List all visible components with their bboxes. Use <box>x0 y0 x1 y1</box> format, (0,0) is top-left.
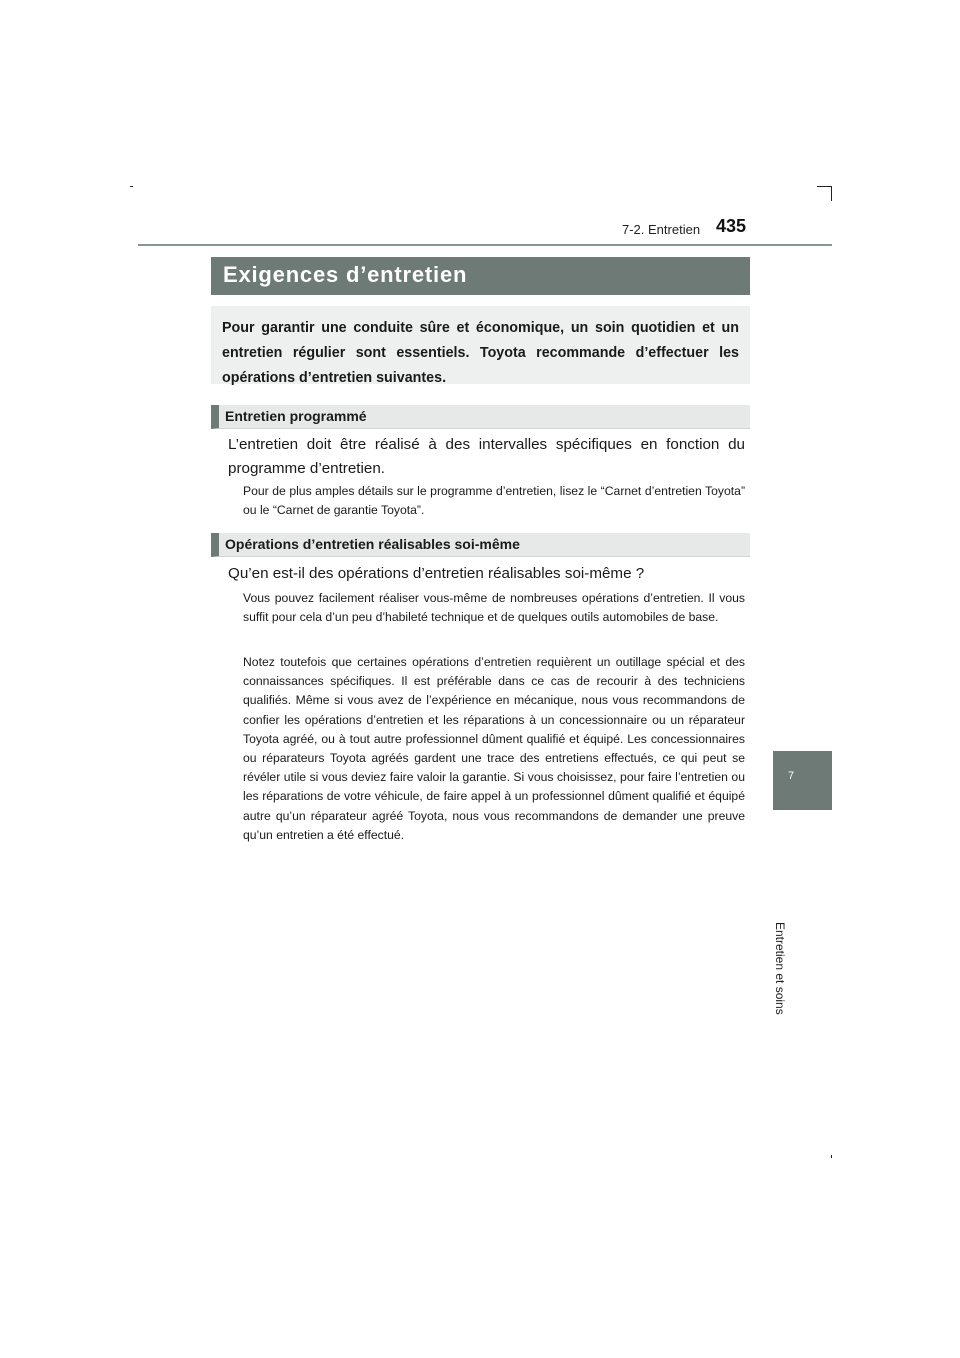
section-paragraph: Vous pouvez facilement réaliser vous-même de nombreuses opérations d’entretien. Il vous suffit pour cela d’un peu d’habileté technique et de quelques outils automobiles de base. <box>243 591 745 625</box>
chapter-tab <box>773 751 832 810</box>
crop-mark-top-right-v <box>831 186 832 201</box>
section-paragraph: Notez toutefois que certaines opérations d’entretien requièrent un outillage spécial et des connaissances spécifiques. Il est préférable dans ce cas de recourir à des techniciens qualifiés. Même si vous avez de l’expérience en mécanique, nous vous recommandons de confier les opérations d’entretien et les réparations à un concessionnaire ou un réparateur Toyota agréé, ou à tout autre professionnel dûment qualifié et équipé. Les concessionnaires ou réparateurs Toyota agréés gardent une trace des entretiens effectués, ce qui peut se révéler utile si vous deviez faire valoir la garantie. Si vous choisissez, pour faire l’entretien ou les réparations de votre véhicule, de faire appel à un professionnel dûment qualifié et équipé autre qu’un réparateur agréé Toyota, nous vous recommandons de demander une preuve qu’un entretien a été effectué. <box>243 655 745 842</box>
crop-mark-top-right-h <box>817 186 832 187</box>
section-lead-diy-maintenance: Qu’en est-il des opérations d’entretien réalisables soi-même ? <box>228 565 645 582</box>
page-title: Exigences d’entretien <box>211 257 750 295</box>
header-rule <box>138 244 832 246</box>
section-paragraph: Pour de plus amples détails sur le programme d’entretien, lisez le “Carnet d’entretien Toyota” ou le “Carnet de garantie Toyota”. <box>243 484 745 518</box>
section-reference: 7-2. Entretien <box>622 222 701 237</box>
section-heading-scheduled-maintenance: Entretien programmé <box>211 405 750 429</box>
intro-box: Pour garantir une conduite sûre et économique, un soin quotidien et un entretien régulier sont essentiels. Toyota recommande d’effectuer les opérations d’entretien suivantes. <box>211 306 750 384</box>
crop-mark-bottom-right <box>831 1155 832 1158</box>
chapter-title: Entretien et soins <box>773 922 787 1015</box>
crop-mark-top-left <box>130 186 133 187</box>
section-lead-scheduled-maintenance: L’entretien doit être réalisé à des intervalles spécifiques en fonction du programme d’entretien. <box>228 436 745 477</box>
page-number: 435 <box>716 216 747 236</box>
section-heading-diy-maintenance: Opérations d’entretien réalisables soi-même <box>211 533 750 557</box>
chapter-number: 7 <box>788 770 795 782</box>
